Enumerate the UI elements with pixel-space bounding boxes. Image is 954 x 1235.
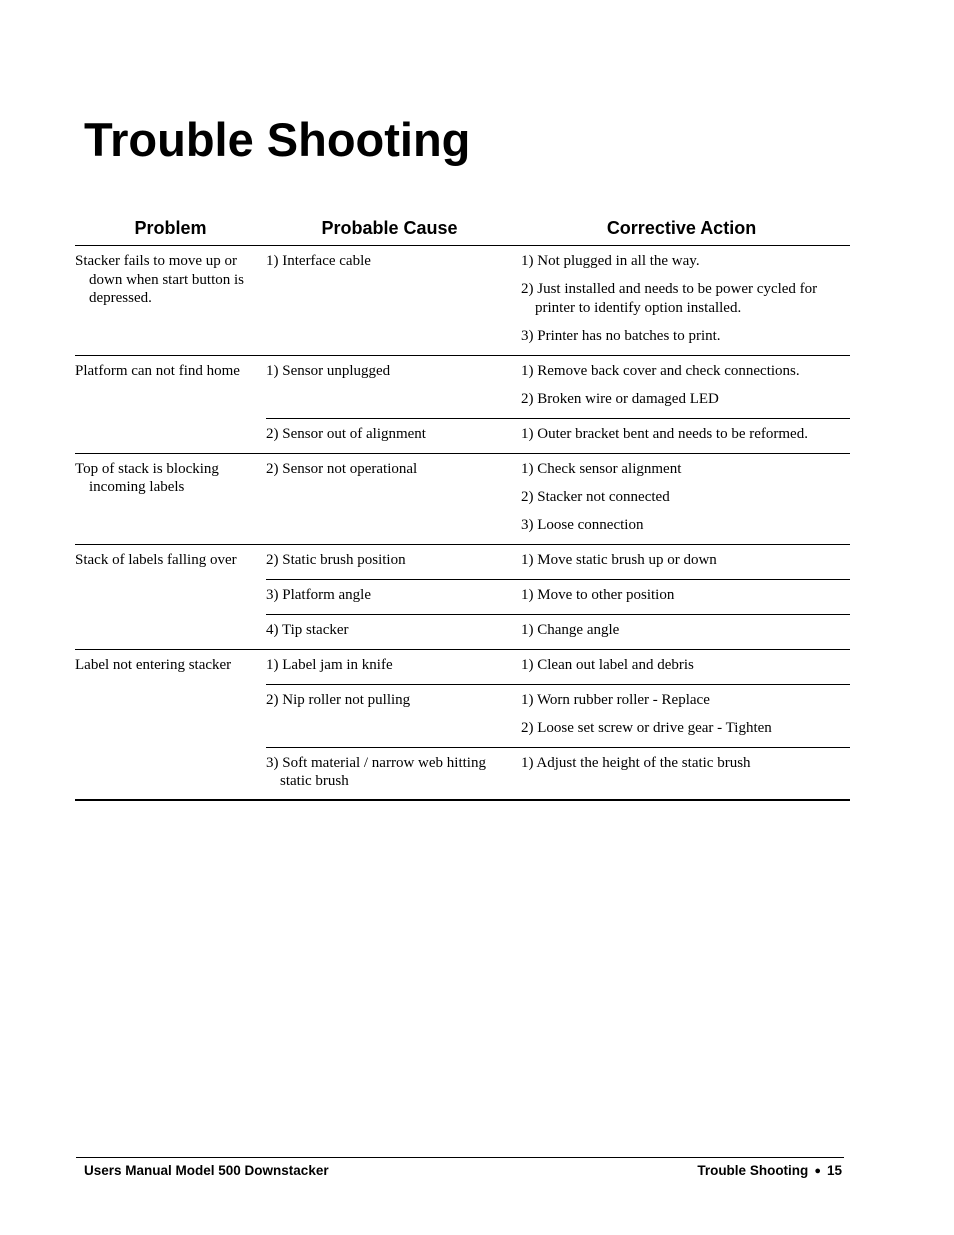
problem-cell: Platform can not find home [75, 362, 240, 379]
action-item: 1) Clean out label and debris [521, 656, 694, 673]
problem-group [75, 650, 850, 801]
action-cell [513, 545, 850, 579]
problem-group [75, 454, 850, 545]
action-item: 1) Move static brush up or down [521, 551, 717, 568]
cause-cell: 2) Sensor not operational [266, 460, 418, 477]
table-row [266, 356, 850, 419]
action-cell [513, 356, 850, 418]
action-item: 1) Move to other position [521, 586, 675, 603]
cause-cell: 1) Label jam in knife [266, 656, 393, 673]
footer-page-number: 15 [826, 1163, 842, 1178]
action-item: 1) Remove back cover and check connections. [521, 362, 800, 379]
action-item: 1) Adjust the height of the static brush [521, 754, 751, 771]
action-item: 1) Check sensor alignment [521, 460, 682, 477]
action-item: 2) Just installed and needs to be power cycled for printer to identify option installed. [521, 281, 818, 316]
cause-cell: 1) Sensor unplugged [266, 362, 391, 379]
bullet-icon: ● [814, 1165, 821, 1177]
action-item: 2) Loose set screw or drive gear - Tighten [521, 719, 772, 736]
cause-cell: 3) Soft material / narrow web hitting static brush [266, 754, 486, 789]
table-row [266, 615, 850, 649]
problem-group [75, 545, 850, 650]
cause-cell: 3) Platform angle [266, 586, 371, 603]
page-title: Trouble Shooting [84, 113, 471, 166]
footer-section-name: Trouble Shooting [697, 1163, 809, 1178]
cause-cell: 2) Sensor out of alignment [266, 425, 426, 442]
action-cell [513, 685, 850, 747]
table-row [266, 454, 850, 544]
table-row [266, 685, 850, 748]
header-corrective-action: Corrective Action [606, 218, 757, 238]
table-header [75, 216, 850, 246]
action-item: 2) Stacker not connected [521, 488, 670, 505]
troubleshooting-table [75, 216, 850, 801]
table-row [266, 580, 850, 615]
cause-cell: 1) Interface cable [266, 253, 371, 269]
action-item: 3) Printer has no batches to print. [521, 327, 721, 344]
table-row [266, 748, 850, 799]
action-item: 3) Loose connection [521, 516, 644, 533]
action-cell [513, 615, 850, 649]
table-row [266, 419, 850, 453]
problem-group [75, 356, 850, 454]
cause-rows [266, 545, 850, 649]
cause-cell: 4) Tip stacker [266, 621, 349, 638]
action-item: 1) Worn rubber roller - Replace [521, 691, 710, 708]
action-item: 1) Outer bracket bent and needs to be reformed. [521, 425, 808, 442]
cause-rows [266, 246, 850, 355]
table-body [75, 246, 850, 801]
header-probable-cause: Probable Cause [321, 218, 458, 238]
table-row [266, 545, 850, 580]
problem-cell: Stack of labels falling over [75, 551, 237, 568]
footer-section [697, 1163, 842, 1178]
table-row [266, 650, 850, 685]
action-item: 2) Broken wire or damaged LED [521, 390, 719, 407]
action-item: 1) Change angle [521, 621, 620, 638]
cause-cell: 2) Nip roller not pulling [266, 691, 411, 708]
footer-manual-title: Users Manual Model 500 Downstacker [84, 1163, 329, 1178]
cause-rows [266, 454, 850, 544]
problem-group [75, 246, 850, 356]
problem-cell: Stacker fails to move up or down when start button is depressed. [75, 253, 244, 306]
cause-cell: 2) Static brush position [266, 551, 406, 568]
problem-cell: Label not entering stacker [75, 656, 232, 673]
action-cell [513, 748, 850, 799]
action-cell [513, 580, 850, 614]
cause-rows [266, 356, 850, 453]
header-problem: Problem [134, 218, 207, 238]
action-cell [513, 246, 850, 355]
cause-rows [266, 650, 850, 799]
problem-cell: Top of stack is blocking incoming labels [75, 460, 219, 495]
action-cell [513, 454, 850, 544]
action-item: 1) Not plugged in all the way. [521, 253, 700, 269]
action-cell [513, 419, 850, 453]
action-cell [513, 650, 850, 684]
table-row [266, 246, 850, 355]
page-footer [76, 1157, 844, 1182]
